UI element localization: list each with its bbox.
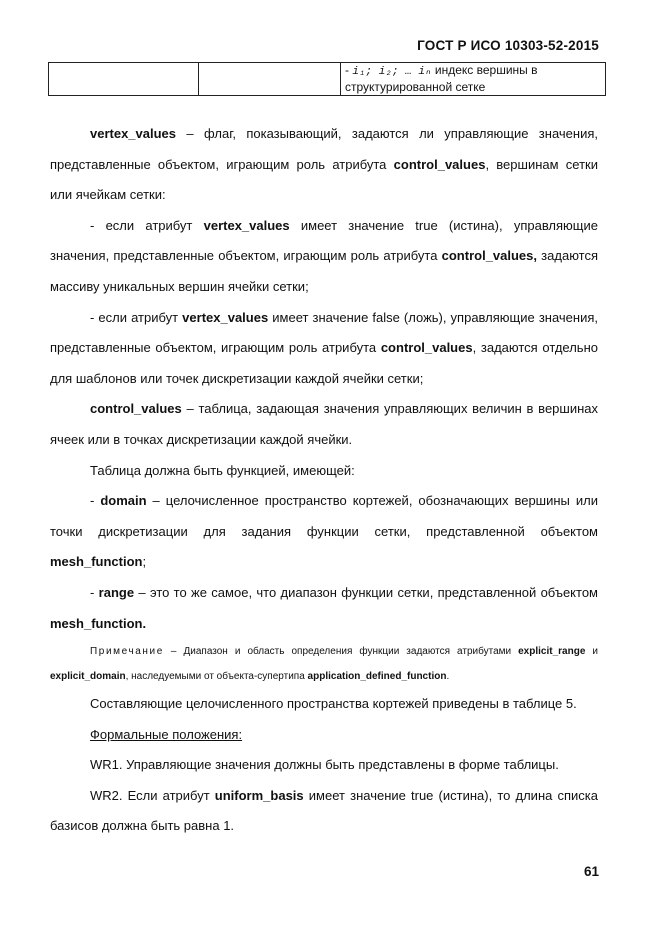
rule-wr2 [50, 781, 598, 842]
table-row [49, 63, 606, 96]
formal-provisions-heading [50, 720, 598, 751]
term: control_values [90, 401, 182, 417]
term: range [98, 584, 135, 600]
text: Формальные положения: [90, 726, 243, 742]
paragraph-table-5-ref: Составляющие целочисленного пространства кортежей приведены в таблице 5. [90, 696, 577, 712]
term: domain [100, 493, 147, 509]
text: имеет значение true (истина), управляющие значения, представленные объектом, играющим роль атрибута [50, 217, 598, 264]
text: , задаются отдельно для шаблонов или точек дискретизации каждой ячейки сетки; [50, 340, 598, 386]
index-symbols: i₁; i₂; … iₙ [352, 66, 432, 78]
note-label: Примечание [90, 646, 164, 658]
text: WR2. Если атрибут [90, 787, 215, 803]
text: – это то же самое, что диапазон функции сетки, представленной объектом [134, 584, 598, 600]
document-body [50, 119, 598, 842]
text: и [585, 646, 598, 658]
term: application_defined_function [307, 671, 447, 683]
text: – таблица, задающая значения управляющих величин в вершинах ячеек или в точках дискретизации каждой ячейки. [50, 401, 598, 447]
cell-prefix: - [345, 63, 353, 77]
table-cell-2 [199, 63, 341, 96]
text: – целочисленное пространство кортежей, обозначающих вершины или точки дискретизации для задания функции сетки, представленной объектом [50, 493, 598, 539]
term: control_values [393, 156, 486, 172]
text: имеет значение false (ложь), управляющие значения, представленные объектом, играющим роль атрибута [50, 309, 598, 356]
cell-text: индекс вершины в структурированной сетке [345, 63, 538, 94]
text: – Диапазон и область определения функции задаются атрибутами [163, 646, 519, 658]
table-fragment [48, 62, 606, 96]
term: vertex_values [90, 126, 177, 141]
text: имеет значение true (истина), то длина списка базисов должна быть равна 1. [50, 787, 598, 834]
text: - [90, 493, 101, 509]
text: . [446, 671, 450, 683]
text: – флаг, показывающий, задаются ли управляющие значения, представленные объектом, играющим роль атрибута [50, 126, 598, 172]
paragraph-false-case [50, 303, 598, 395]
text: задаются массиву уникальных вершин ячейки сетки; [50, 248, 599, 294]
term: mesh_function. [50, 615, 147, 631]
term: explicit_domain [50, 671, 126, 683]
term: control_values, [441, 248, 538, 264]
paragraph-range [50, 578, 598, 639]
paragraph-true-case [50, 211, 598, 303]
text: - если атрибут [90, 217, 204, 233]
note [50, 639, 598, 689]
term: vertex_values [182, 309, 269, 325]
term: mesh_function [50, 554, 143, 570]
term: explicit_range [518, 646, 586, 658]
page-number: 61 [583, 864, 599, 879]
paragraph-domain [50, 486, 598, 578]
table-cell-1 [49, 63, 199, 96]
text: , вершинам сетки или ячейкам сетки: [50, 156, 598, 203]
rule-wr1: WR1. Управляющие значения должны быть представлены в форме таблицы. [90, 757, 559, 773]
text: - [90, 584, 99, 600]
text: ; [142, 554, 147, 570]
term: uniform_basis [214, 787, 304, 803]
text: - если атрибут [90, 309, 183, 325]
term: control_values [380, 340, 473, 356]
paragraph-control-values [50, 394, 598, 455]
document-header: ГОСТ Р ИСО 10303-52-2015 [417, 38, 599, 53]
paragraph-vertex-values [50, 119, 598, 211]
table-cell-3 [341, 63, 606, 96]
paragraph-table-function: Таблица должна быть функцией, имеющей: [90, 462, 355, 478]
term: vertex_values [203, 217, 290, 233]
text: , наследуемыми от объекта-супертипа [125, 671, 308, 683]
